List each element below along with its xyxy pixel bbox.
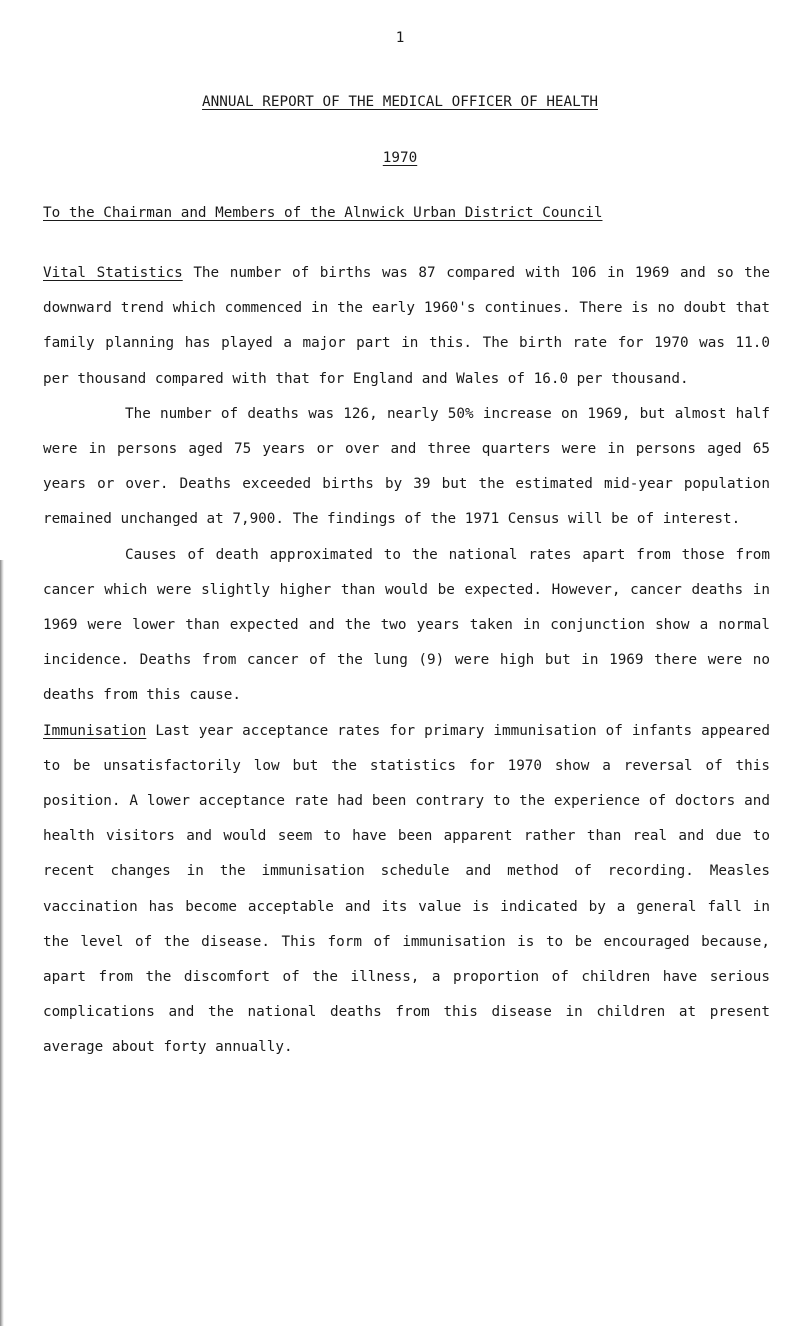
- report-body: [43, 256, 770, 1066]
- vital-statistics-paragraph-2: The number of deaths was 126, nearly 50% increase on 1969, but almost half were in persons aged 75 years or over and three quarters were in persons aged 65 years or over. Deaths exceeded births by 39 but the estimated mid-year population remained unchanged at 7,900. The findings of the 1971 Census will be of interest.: [43, 405, 770, 528]
- vital-statistics-heading: Vital Statistics: [43, 265, 183, 281]
- addressee-text: To the Chairman and Members of the Alnwick Urban District Council: [43, 205, 603, 221]
- immunisation-text: Last year acceptance rates for primary immunisation of infants appeared to be unsatisfactorily low but the statistics for 1970 show a reversal of this position. A lower acceptance rate had been contrary to the experience of doctors and health visitors and would seem to have been apparent rather than real and due to recent changes in the immunisation schedule and method of recording. Measles vaccination has become acceptable and its value is indicated by a general fall in the level of the disease. This form of immunisation is to be encouraged because, apart from the discomfort of the illness, a proportion of children have serious complications and the national deaths from this disease in children at present average about forty annually.: [43, 722, 770, 1056]
- scan-edge-shadow: [0, 560, 4, 1326]
- report-year-text: 1970: [382, 150, 418, 166]
- immunisation-heading: Immunisation: [43, 722, 147, 739]
- page-number: 1: [395, 30, 405, 46]
- vital-statistics-text-1: The number of births was 87 compared with 106 in 1969 and so the downward trend which commenced in the early 1960's continues. There is no doubt that family planning has played a major part in this. The birth rate for 1970 was 11.0 per thousand compared with that for England and Wales of 16.0 per thousand.: [43, 265, 770, 387]
- vital-statistics-paragraph-1: [43, 256, 770, 397]
- vital-statistics-paragraph-3: Causes of death approximated to the national rates apart from those from cancer which were slightly higher than would be expected. However, cancer deaths in 1969 were lower than expected and the two years taken in conjunction show a normal incidence. Deaths from cancer of the lung (9) were high but in 1969 there were no deaths from this cause.: [43, 546, 770, 704]
- addressee: [43, 203, 602, 223]
- report-year: [0, 148, 800, 168]
- immunisation-paragraph: [43, 714, 770, 1066]
- report-title-text: ANNUAL REPORT OF THE MEDICAL OFFICER OF HEALTH: [202, 94, 598, 110]
- report-title: [0, 92, 800, 112]
